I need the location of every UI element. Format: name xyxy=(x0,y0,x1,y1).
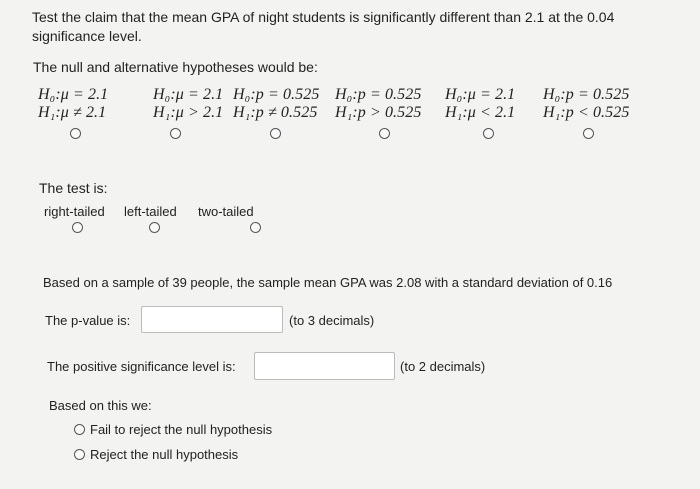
hypothesis-radio-4[interactable] xyxy=(379,128,390,139)
hypothesis-option-4[interactable] xyxy=(335,86,421,122)
h0-text: H₀:p = 0.525 xyxy=(233,86,320,103)
hypothesis-option-3[interactable] xyxy=(233,86,319,122)
p-value-label: The p-value is: xyxy=(45,313,131,328)
p-value-input[interactable] xyxy=(141,306,283,333)
hypothesis-option-2[interactable] xyxy=(153,86,223,122)
hypotheses-label: The null and alternative hypotheses would be: xyxy=(33,59,318,75)
conclusion-radio[interactable] xyxy=(74,424,85,435)
conclusion-option-fail-to-reject[interactable] xyxy=(74,422,272,437)
conclusion-radio[interactable] xyxy=(74,449,85,460)
h1-text: H₁:p > 0.525 xyxy=(335,104,422,121)
hypothesis-radio-6[interactable] xyxy=(583,128,594,139)
test-option-right-tailed[interactable]: right-tailed xyxy=(44,204,105,219)
p-value-hint: (to 3 decimals) xyxy=(289,313,375,328)
hypothesis-option-5[interactable] xyxy=(445,86,515,122)
h0-text: H₀:μ = 2.1 xyxy=(153,86,224,103)
h0-text: H₀:p = 0.525 xyxy=(335,86,422,103)
significance-input[interactable] xyxy=(254,352,395,380)
conclusion-option-label: Reject the null hypothesis xyxy=(90,447,239,462)
significance-label: The positive significance level is: xyxy=(47,359,236,374)
test-radio-left-tailed[interactable] xyxy=(149,222,160,233)
h0-text: H₀:p = 0.525 xyxy=(543,86,630,103)
h1-text: H₁:p ≠ 0.525 xyxy=(233,104,318,121)
hypothesis-radio-2[interactable] xyxy=(170,128,181,139)
conclusion-option-label: Fail to reject the null hypothesis xyxy=(90,422,273,437)
h1-text: H₁:μ < 2.1 xyxy=(445,104,516,121)
hypothesis-radio-1[interactable] xyxy=(70,128,81,139)
h1-text: H₁:μ > 2.1 xyxy=(153,104,224,121)
hypothesis-option-6[interactable] xyxy=(543,86,629,122)
test-option-two-tailed[interactable]: two-tailed xyxy=(198,204,254,219)
hypothesis-radio-5[interactable] xyxy=(483,128,494,139)
test-radio-right-tailed[interactable] xyxy=(72,222,83,233)
h0-text: H₀:μ = 2.1 xyxy=(38,86,109,103)
conclusion-label: Based on this we: xyxy=(49,398,152,413)
sample-info: Based on a sample of 39 people, the sample mean GPA was 2.08 with a standard deviation of 0.16 xyxy=(43,275,613,290)
h0-text: H₀:μ = 2.1 xyxy=(445,86,516,103)
conclusion-option-reject[interactable] xyxy=(74,447,238,462)
test-type-label: The test is: xyxy=(39,180,108,196)
test-option-left-tailed[interactable]: left-tailed xyxy=(124,204,177,219)
test-radio-two-tailed[interactable] xyxy=(250,222,261,233)
hypothesis-radio-3[interactable] xyxy=(270,128,281,139)
significance-hint: (to 2 decimals) xyxy=(400,359,486,374)
h1-text: H₁:p < 0.525 xyxy=(543,104,630,121)
h1-text: H₁:μ ≠ 2.1 xyxy=(38,104,107,121)
question-text: Test the claim that the mean GPA of night students is significantly different than 2.1 at the 0.04 significance level. xyxy=(32,9,615,44)
hypothesis-option-1[interactable] xyxy=(38,86,108,122)
